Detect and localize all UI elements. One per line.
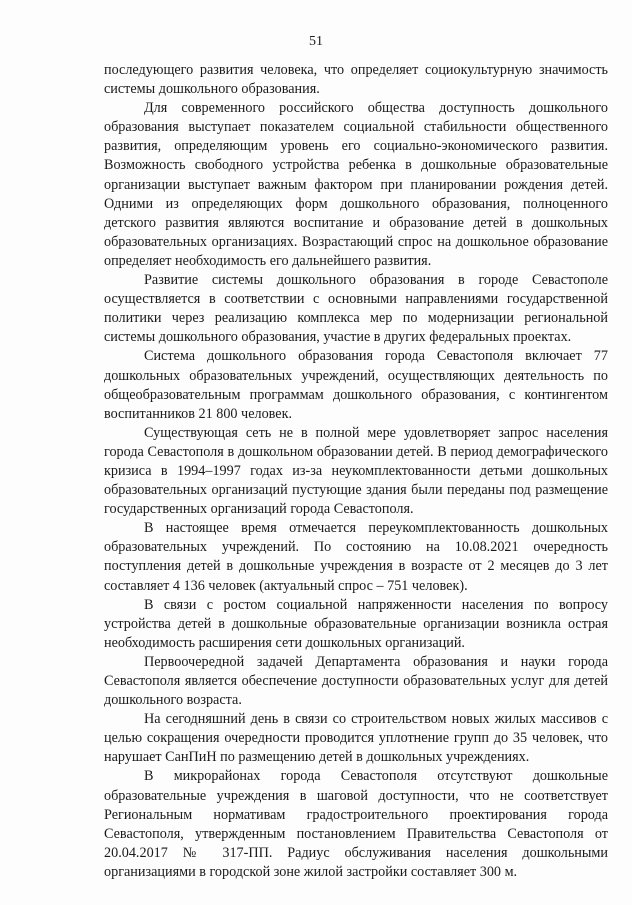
document-body [104, 61, 608, 882]
page-number: 51 [309, 34, 323, 49]
paragraph-continuation: последующего развития человека, что определяет социокультурную значимость системы дошкольного образования. [104, 62, 608, 98]
paragraph-microdistricts: В микрорайонах города Севастополя отсутствуют дошкольные образовательные учреждения в шаговой доступности, что не соответствует Региональным нормативам градостроительного проектирования города Севастополя, утвержденным постановлением Правительства Севастополя от 20.04.2017 № 317-ПП. Радиус обслуживания населения дошкольными организациями в городской зоне жилой застройки составляет 300 м. [104, 768, 608, 880]
paragraph-development: Развитие системы дошкольного образования в городе Севастополе осуществляется в соответствии с основными направлениями государственной политики через реализацию комплекса мер по модернизации региональной системы дошкольного образования, участие в других федеральных проектах. [104, 272, 608, 346]
paragraph-overcrowding: В настоящее время отмечается переукомплектованность дошкольных образовательных учреждений. По состоянию на 10.08.2021 очередность поступления детей в дошкольные учреждения в возрасте от 2 месяцев до 3 лет составляет 4 136 человек (актуальный спрос – 751 человек). [104, 520, 608, 594]
paragraph-priority-task: Первоочередной задачей Департамента образования и науки города Севастополя является обеспечение доступности образовательных услуг для детей дошкольного возраста. [104, 653, 608, 709]
paragraph-accessibility: Для современного российского общества доступность дошкольного образования выступает показателем социальной стабильности общественного развития, определяющим уровень его социально-экономического развития. Возможность свободного устройства ребенка в дошкольные образовательные организации выступает важным фактором при планировании рождения детей. Одними из определяющих форм дошкольного образования, полноценного детского развития являются воспитание и образование детей в дошкольных образовательных организациях. Возрастающий спрос на дошкольное образование определяет необходимость его дальнейшего развития. [104, 100, 608, 269]
paragraph-compaction: На сегодняшний день в связи со строительством новых жилых массивов с целью сокращения очередности проводится уплотнение групп до 35 человек, что нарушает СанПиН по размещению детей в дошкольных учреждениях. [104, 711, 608, 766]
paragraph-network: Существующая сеть не в полной мере удовлетворяет запрос населения города Севастополя в дошкольном образовании детей. В период демографического кризиса в 1994–1997 годах из-за неукомплектованности детьми дошкольных образовательных организаций пустующие здания были переданы под размещение государственных организаций города Севастополя. [104, 424, 608, 518]
paragraph-system: Система дошкольного образования города Севастополя включает 77 дошкольных образовательных учреждений, осуществляющих деятельность по общеобразовательным программам дошкольного образования, с контингентом воспитанников 21 800 человек. [104, 348, 608, 422]
paragraph-social-tension: В связи с ростом социальной напряженности населения по вопросу устройства детей в дошкольные образовательные организации возникла острая необходимость расширения сети дошкольных организаций. [104, 596, 608, 651]
